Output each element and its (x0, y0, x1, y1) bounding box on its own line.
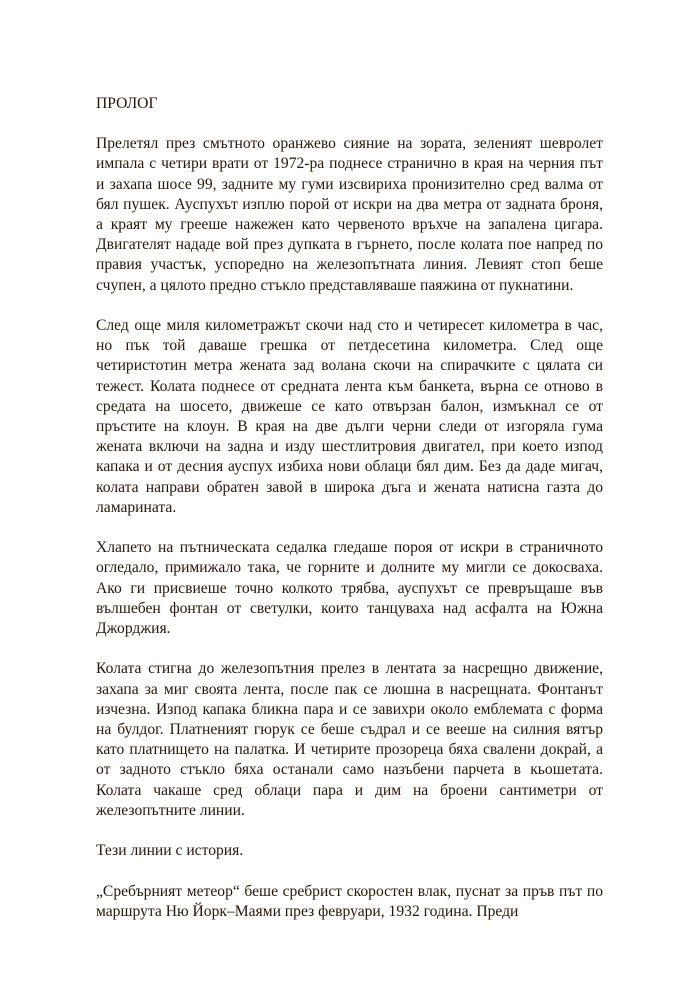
paragraph-6: „Сребърният метеор“ беше сребрист скоростен влак, пуснат за пръв път по маршрута Ню Йорк–Маями през февруари, 1932 година. Преди (96, 882, 603, 920)
paragraph-3: Хлапето на пътническата седалка гледаше пороя от искри в страничното огледало, примижало така, че горните и долните му мигли се докосваха. Ако ги присвиеше точно колкото трябва, ауспухът се превръщаше във вълшебен фонтан от светулки, които танцуваха над асфалта на Южна Джорджия. (96, 539, 603, 638)
paragraph-1: Прелетял през смътното оранжево сияние на зората, зеленият шевролет импала с четири врати от 1972-ра поднесе странично в края на черния път и захапа шосе 99, задните му гуми изсвириха пронизително сред валма от бял пушек. Ауспухът изплю порой от искри на два метра от задната броня, а краят му грееше нажежен като червеното връхче на запалена цигара. Двигателят нададе вой през дупката в гърнето, после колата пое напред по правия участък, успоредно на железопътната линия. Левият стоп беше счупен, а цялото предно стъкло представляваше паяжина от пукнатини. (96, 135, 603, 294)
paragraph-2: След още миля километражът скочи над сто и четиресет километра в час, но пък той даваше грешка от петдесетина километра. След още четиристотин метра жената зад волана скочи на спирачките с цялата си тежест. Колата поднесе от средната лента към банкета, върна се отново в средата на шосето, движеше се като отвързан балон, измъкнал се от пръстите на клоун. В края на две дълги черни следи от изгоряла гума жената включи на задна и изду шестлитровия двигател, при което изпод капака и от десния ауспух избиха нови облаци бял дим. Без да даде мигач, колата направи обратен завой в широка дъга и жената натисна газта до ламарината. (96, 317, 603, 516)
paragraph-5: Тези линии с история. (96, 842, 244, 860)
chapter-title: ПРОЛОГ (96, 95, 158, 112)
paragraph-4: Колата стигна до железопътния прелез в лентата за насрещно движение, захапа за миг своята лента, после пак се люшна в насрещната. Фонтанът изчезна. Изпод капака бликна пара и се завихри около емблемата с форма на булдог. Платненият гюрук се беше съдрал и се вееше на силния вятър като платнището на палатка. И четирите прозореца бяха свалени докрай, а от задното стъкло бяха останали само назъбени парчета в кьошетата. Колата чакаше сред облаци пара и дим на броени сантиметри от железопътните линии. (96, 660, 603, 819)
body-text (96, 94, 603, 922)
